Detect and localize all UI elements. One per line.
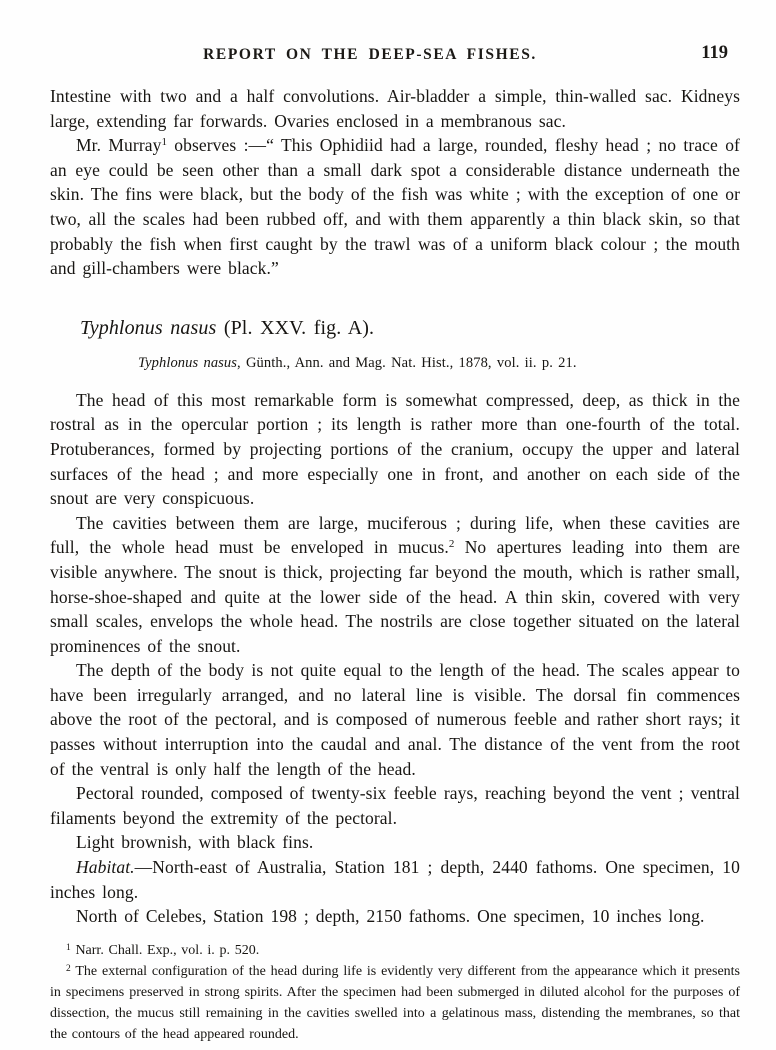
species-heading bbox=[80, 315, 740, 341]
paragraph-celebes: North of Celebes, Station 198 ; depth, 2150 fathoms. One specimen, 10 inches long. bbox=[76, 906, 705, 927]
footnote-2-marker: 2 bbox=[66, 963, 71, 974]
species-heading-name: Typhlonus nasus bbox=[80, 316, 217, 339]
murray-text-rest: observes :—“ This Ophidiid had a large, rounded, fleshy head ; no trace of an eye could be seen other than a small dark spot a considerable distance underneath the skin. The fins were black, but the body of the fish was white ; with the exception of one or two, all the scales had been rubbed off, and with them apparently a thin black skin, so that probably the fish when first caught by the trawl was of a uniform black colour ; the mouth and gill-chambers were black.” bbox=[50, 135, 740, 279]
footnote-reference-1: 1 bbox=[161, 136, 167, 149]
page-number: 119 bbox=[701, 43, 728, 63]
species-heading-plate: (Pl. XXV. fig. A). bbox=[216, 316, 375, 339]
paragraph-intestine: Intestine with two and a half convolutions. Air-bladder a simple, thin-walled sac. Kidneys large, extending far forwards. Ovaries enclosed in a membranous sac. bbox=[50, 86, 740, 131]
species-citation bbox=[138, 354, 740, 373]
cavities-text-rest: No apertures leading into them are visible anywhere. The snout is thick, projecting far beyond the mouth, which is rather small, horse-shoe-shaped and quite at the lower side of the head. A thin skin, covered with very small scales, envelops the whole head. The nostrils are close together situated on the lateral prominences of the snout. bbox=[50, 537, 740, 656]
footnote-2 bbox=[50, 961, 740, 1045]
text-column bbox=[50, 84, 740, 1045]
paragraph-colour: Light brownish, with black fins. bbox=[76, 832, 314, 853]
habitat-text: —North-east of Australia, Station 181 ; depth, 2440 fathoms. One specimen, 10 inches long. bbox=[50, 857, 740, 902]
paragraph-body-depth: The depth of the body is not quite equal to the length of the head. The scales appear to have been irregularly arranged, and no lateral line is visible. The dorsal fin commences above the root of the pectoral, and is composed of numerous feeble and rather short rays; it passes without interruption into the caudal and anal. The distance of the vent from the root of the ventral is only half the length of the head. bbox=[50, 660, 740, 779]
footnote-reference-2: 2 bbox=[448, 538, 455, 551]
footnote-1 bbox=[50, 940, 740, 961]
paragraph-pectoral: Pectoral rounded, composed of twenty-six feeble rays, reaching beyond the vent ; ventral filaments beyond the extremity of the pectoral. bbox=[50, 783, 740, 828]
footnote-1-text: Narr. Chall. Exp., vol. i. p. 520. bbox=[70, 942, 260, 958]
habitat-label: Habitat. bbox=[76, 857, 135, 878]
citation-species-name: Typhlonus nasus bbox=[138, 354, 238, 371]
footnote-1-marker: 1 bbox=[66, 942, 71, 953]
paragraph-habitat bbox=[50, 855, 740, 904]
paragraph-murray-quote bbox=[50, 133, 740, 281]
footnote-2-text: The external configuration of the head during life is evidently very different from the appearance which it presents in specimens preserved in strong spirits. After the specimen had been submerged in diluted alcohol for the purposes of dissection, the mucus still remaining in the cavities swelled into a gelatinous mass, distending the membranes, so that the contours of the head appeared rounded. bbox=[50, 963, 740, 1042]
paragraph-cavities bbox=[50, 511, 740, 659]
cavities-text-start: The cavities between them are large, muciferous ; during life, when these cavities are full, the whole head must be enveloped in mucus. bbox=[50, 512, 740, 558]
footnotes-section bbox=[50, 940, 740, 1045]
citation-reference: , Günth., Ann. and Mag. Nat. Hist., 1878, vol. ii. p. 21. bbox=[237, 354, 577, 371]
running-header-title: REPORT ON THE DEEP-SEA FISHES. bbox=[203, 46, 537, 63]
murray-text-start: Mr. Murray bbox=[76, 135, 162, 156]
paragraph-head-description: The head of this most remarkable form is somewhat compressed, deep, as thick in the rostral as in the opercular portion ; its length is rather more than one-fourth of the total. Protuberances, formed by projecting portions of the cranium, occupy the upper and lateral surfaces of the head ; and more especially one in front, and another on each side of the snout are very conspicuous. bbox=[50, 389, 740, 509]
